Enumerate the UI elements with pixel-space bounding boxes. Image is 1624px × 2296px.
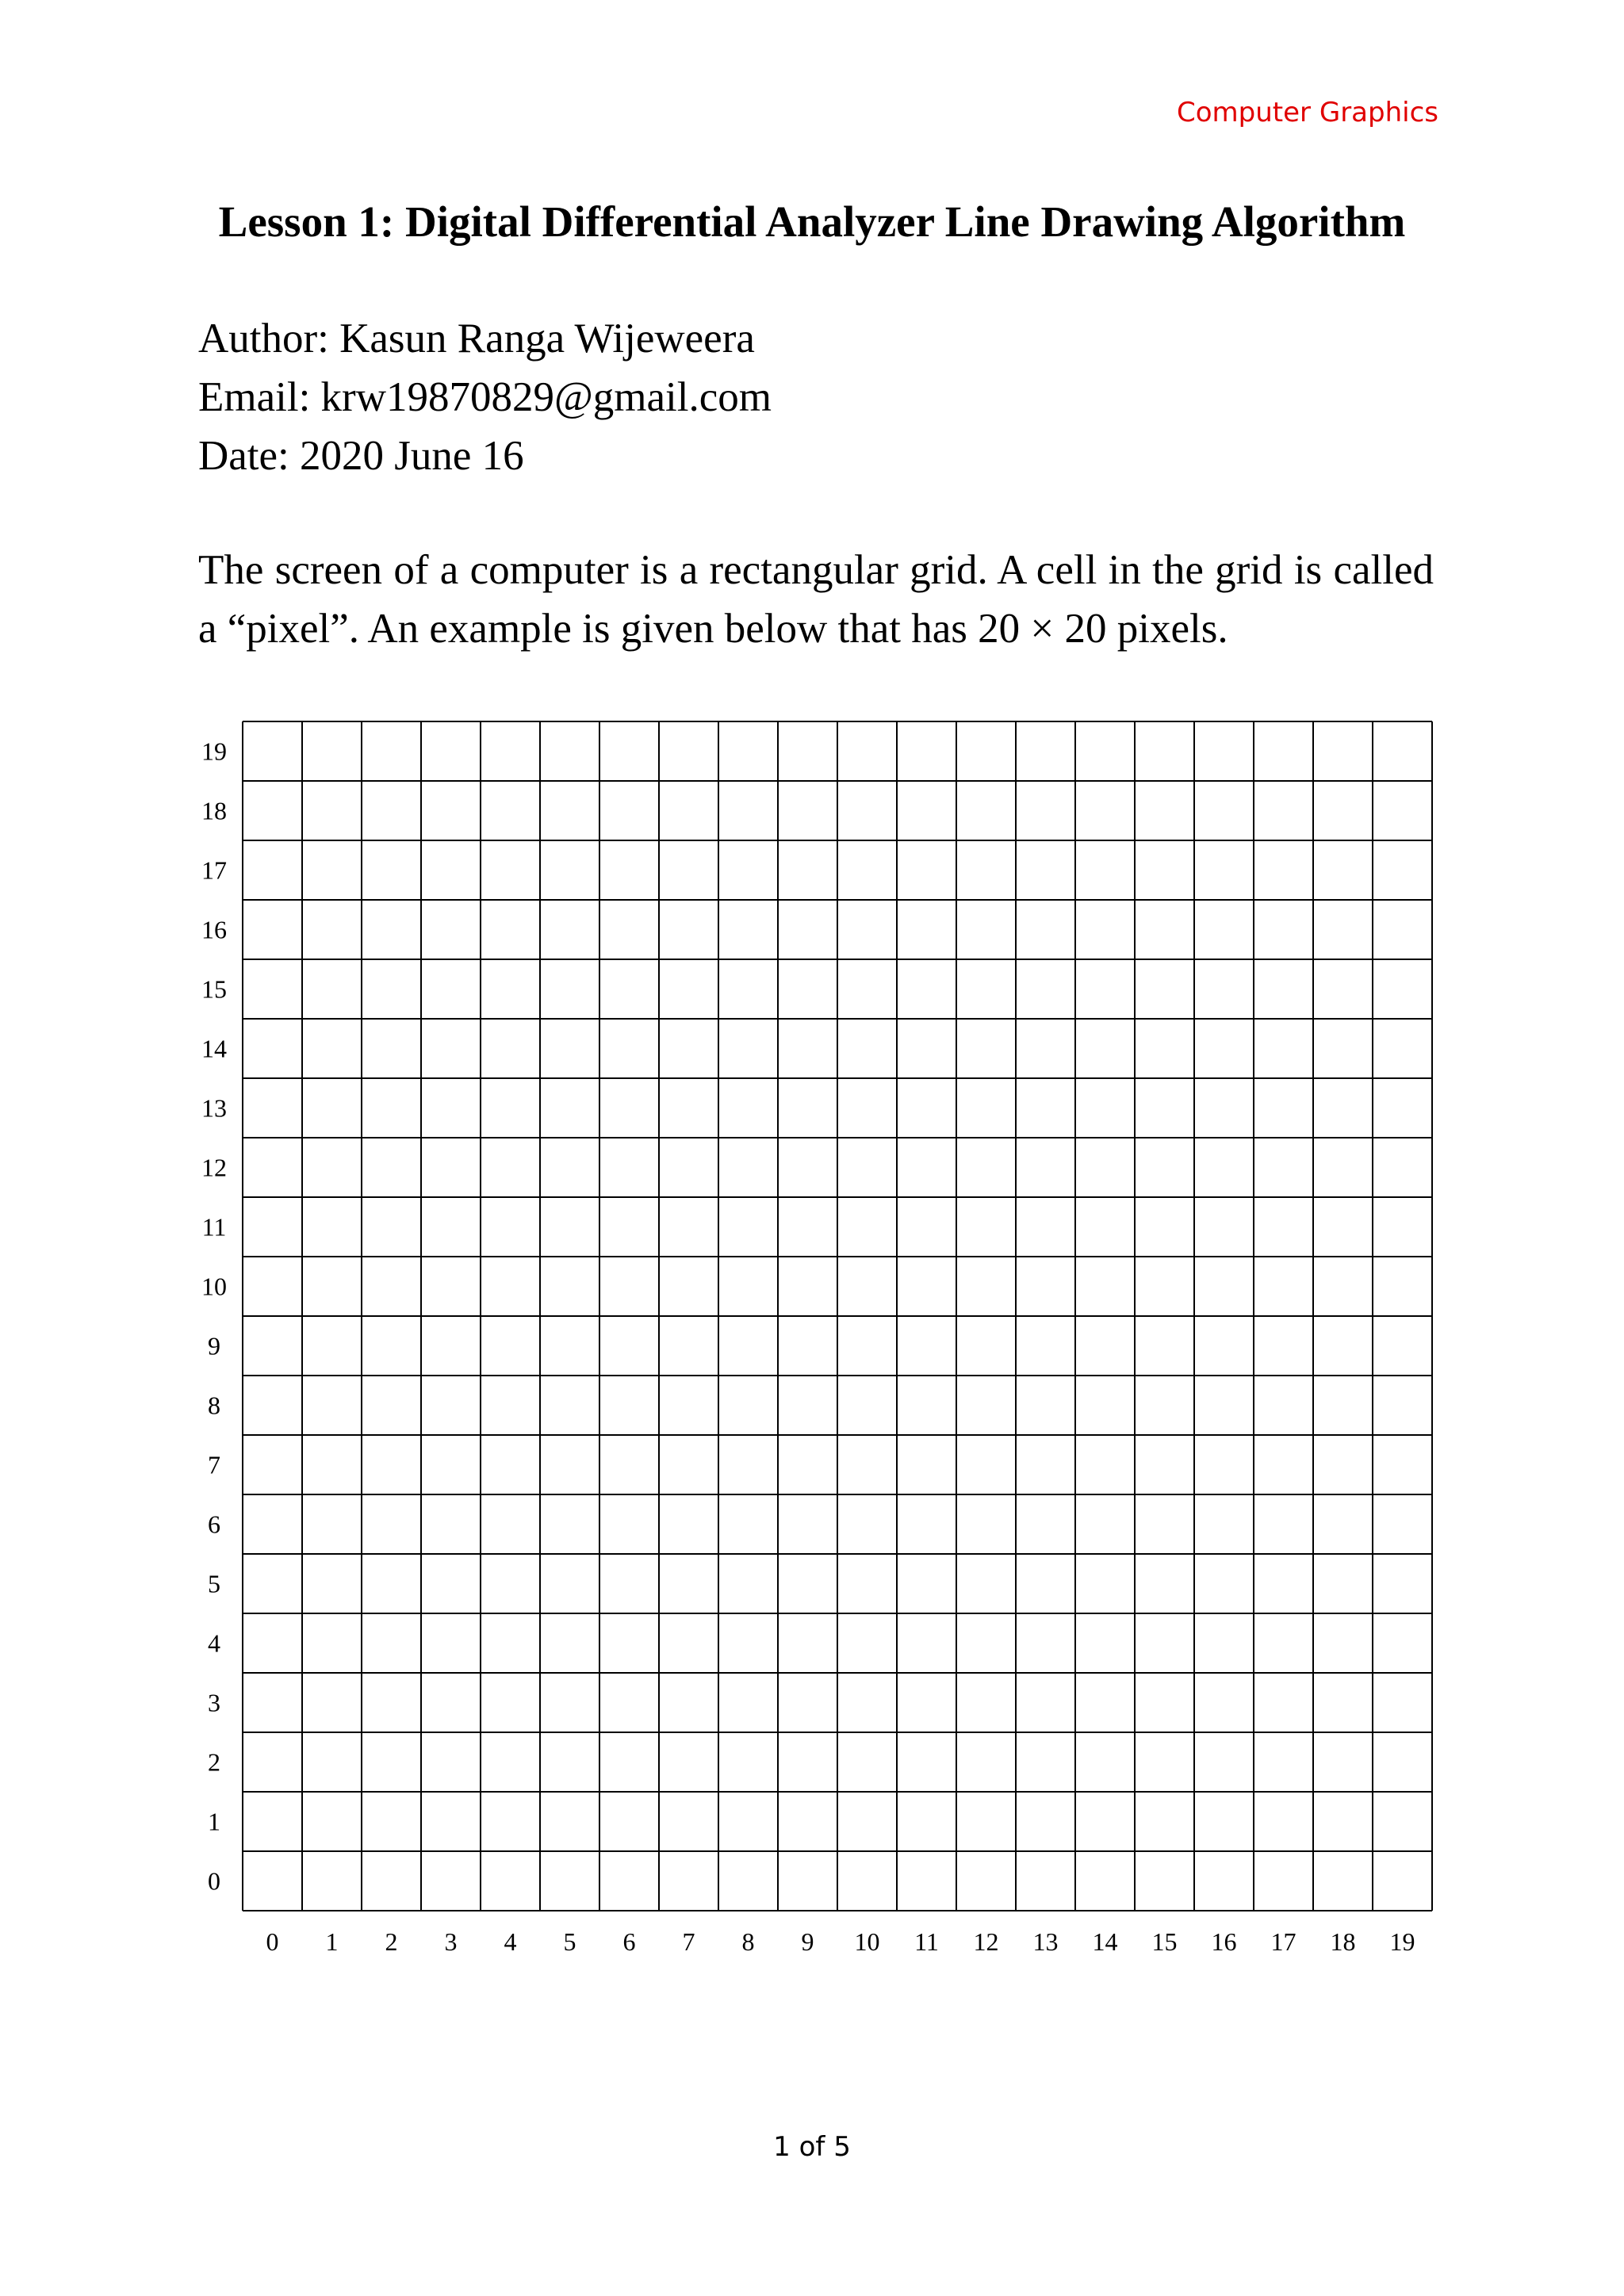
y-axis-label: 19 [201, 737, 227, 766]
y-axis-label: 7 [208, 1450, 220, 1479]
x-axis-label: 7 [682, 1927, 695, 1956]
y-axis-label: 15 [201, 974, 227, 1004]
y-axis-label: 8 [208, 1391, 220, 1420]
y-axis-label: 9 [208, 1331, 220, 1360]
x-axis-label: 11 [914, 1927, 939, 1956]
x-axis-label: 1 [325, 1927, 339, 1956]
x-axis-label: 2 [385, 1927, 398, 1956]
x-axis-label: 14 [1092, 1927, 1118, 1956]
x-axis-label: 5 [563, 1927, 576, 1956]
x-axis-labels [266, 1927, 1415, 1956]
x-axis-label: 8 [741, 1927, 755, 1956]
y-axis-label: 2 [208, 1747, 220, 1777]
y-axis-label: 0 [208, 1866, 220, 1896]
y-axis-label: 1 [208, 1807, 220, 1836]
intro-paragraph: The screen of a computer is a rectangular grid. A cell in the grid is called a “pixel”. An example is given below that has 20 × 20 pixels. [198, 547, 1434, 652]
y-axis-labels [201, 737, 227, 1896]
y-axis-label: 17 [201, 855, 227, 885]
x-axis-label: 17 [1270, 1927, 1297, 1956]
y-axis-label: 13 [201, 1093, 227, 1123]
y-axis-label: 14 [201, 1034, 227, 1063]
x-axis-label: 10 [854, 1927, 880, 1956]
x-axis-label: 15 [1151, 1927, 1178, 1956]
x-axis-label: 18 [1330, 1927, 1356, 1956]
y-axis-label: 5 [208, 1569, 220, 1598]
y-axis-label: 6 [208, 1510, 220, 1539]
x-axis-label: 3 [444, 1927, 458, 1956]
x-axis-label: 16 [1211, 1927, 1237, 1956]
grid-lines [243, 721, 1432, 1911]
y-axis-label: 12 [201, 1153, 227, 1182]
x-axis-label: 6 [622, 1927, 636, 1956]
y-axis-label: 10 [201, 1272, 227, 1301]
x-axis-label: 9 [801, 1927, 814, 1956]
x-axis-label: 13 [1032, 1927, 1059, 1956]
x-axis-label: 0 [266, 1927, 279, 1956]
y-axis-label: 16 [201, 915, 227, 944]
y-axis-label: 11 [201, 1212, 227, 1242]
y-axis-label: 18 [201, 796, 227, 825]
page-number: 1 of 5 [773, 2131, 851, 2163]
date-line: Date: 2020 June 16 [198, 433, 524, 479]
email-line: Email: krw19870829@gmail.com [198, 374, 772, 420]
x-axis-label: 4 [504, 1927, 517, 1956]
x-axis-label: 19 [1389, 1927, 1415, 1956]
document-title: Lesson 1: Digital Differential Analyzer Line Drawing Algorithm [218, 197, 1406, 246]
x-axis-label: 12 [973, 1927, 999, 1956]
running-head: Computer Graphics [1177, 97, 1438, 128]
y-axis-label: 3 [208, 1688, 220, 1717]
author-line: Author: Kasun Ranga Wijeweera [198, 316, 755, 362]
y-axis-label: 4 [208, 1628, 220, 1658]
